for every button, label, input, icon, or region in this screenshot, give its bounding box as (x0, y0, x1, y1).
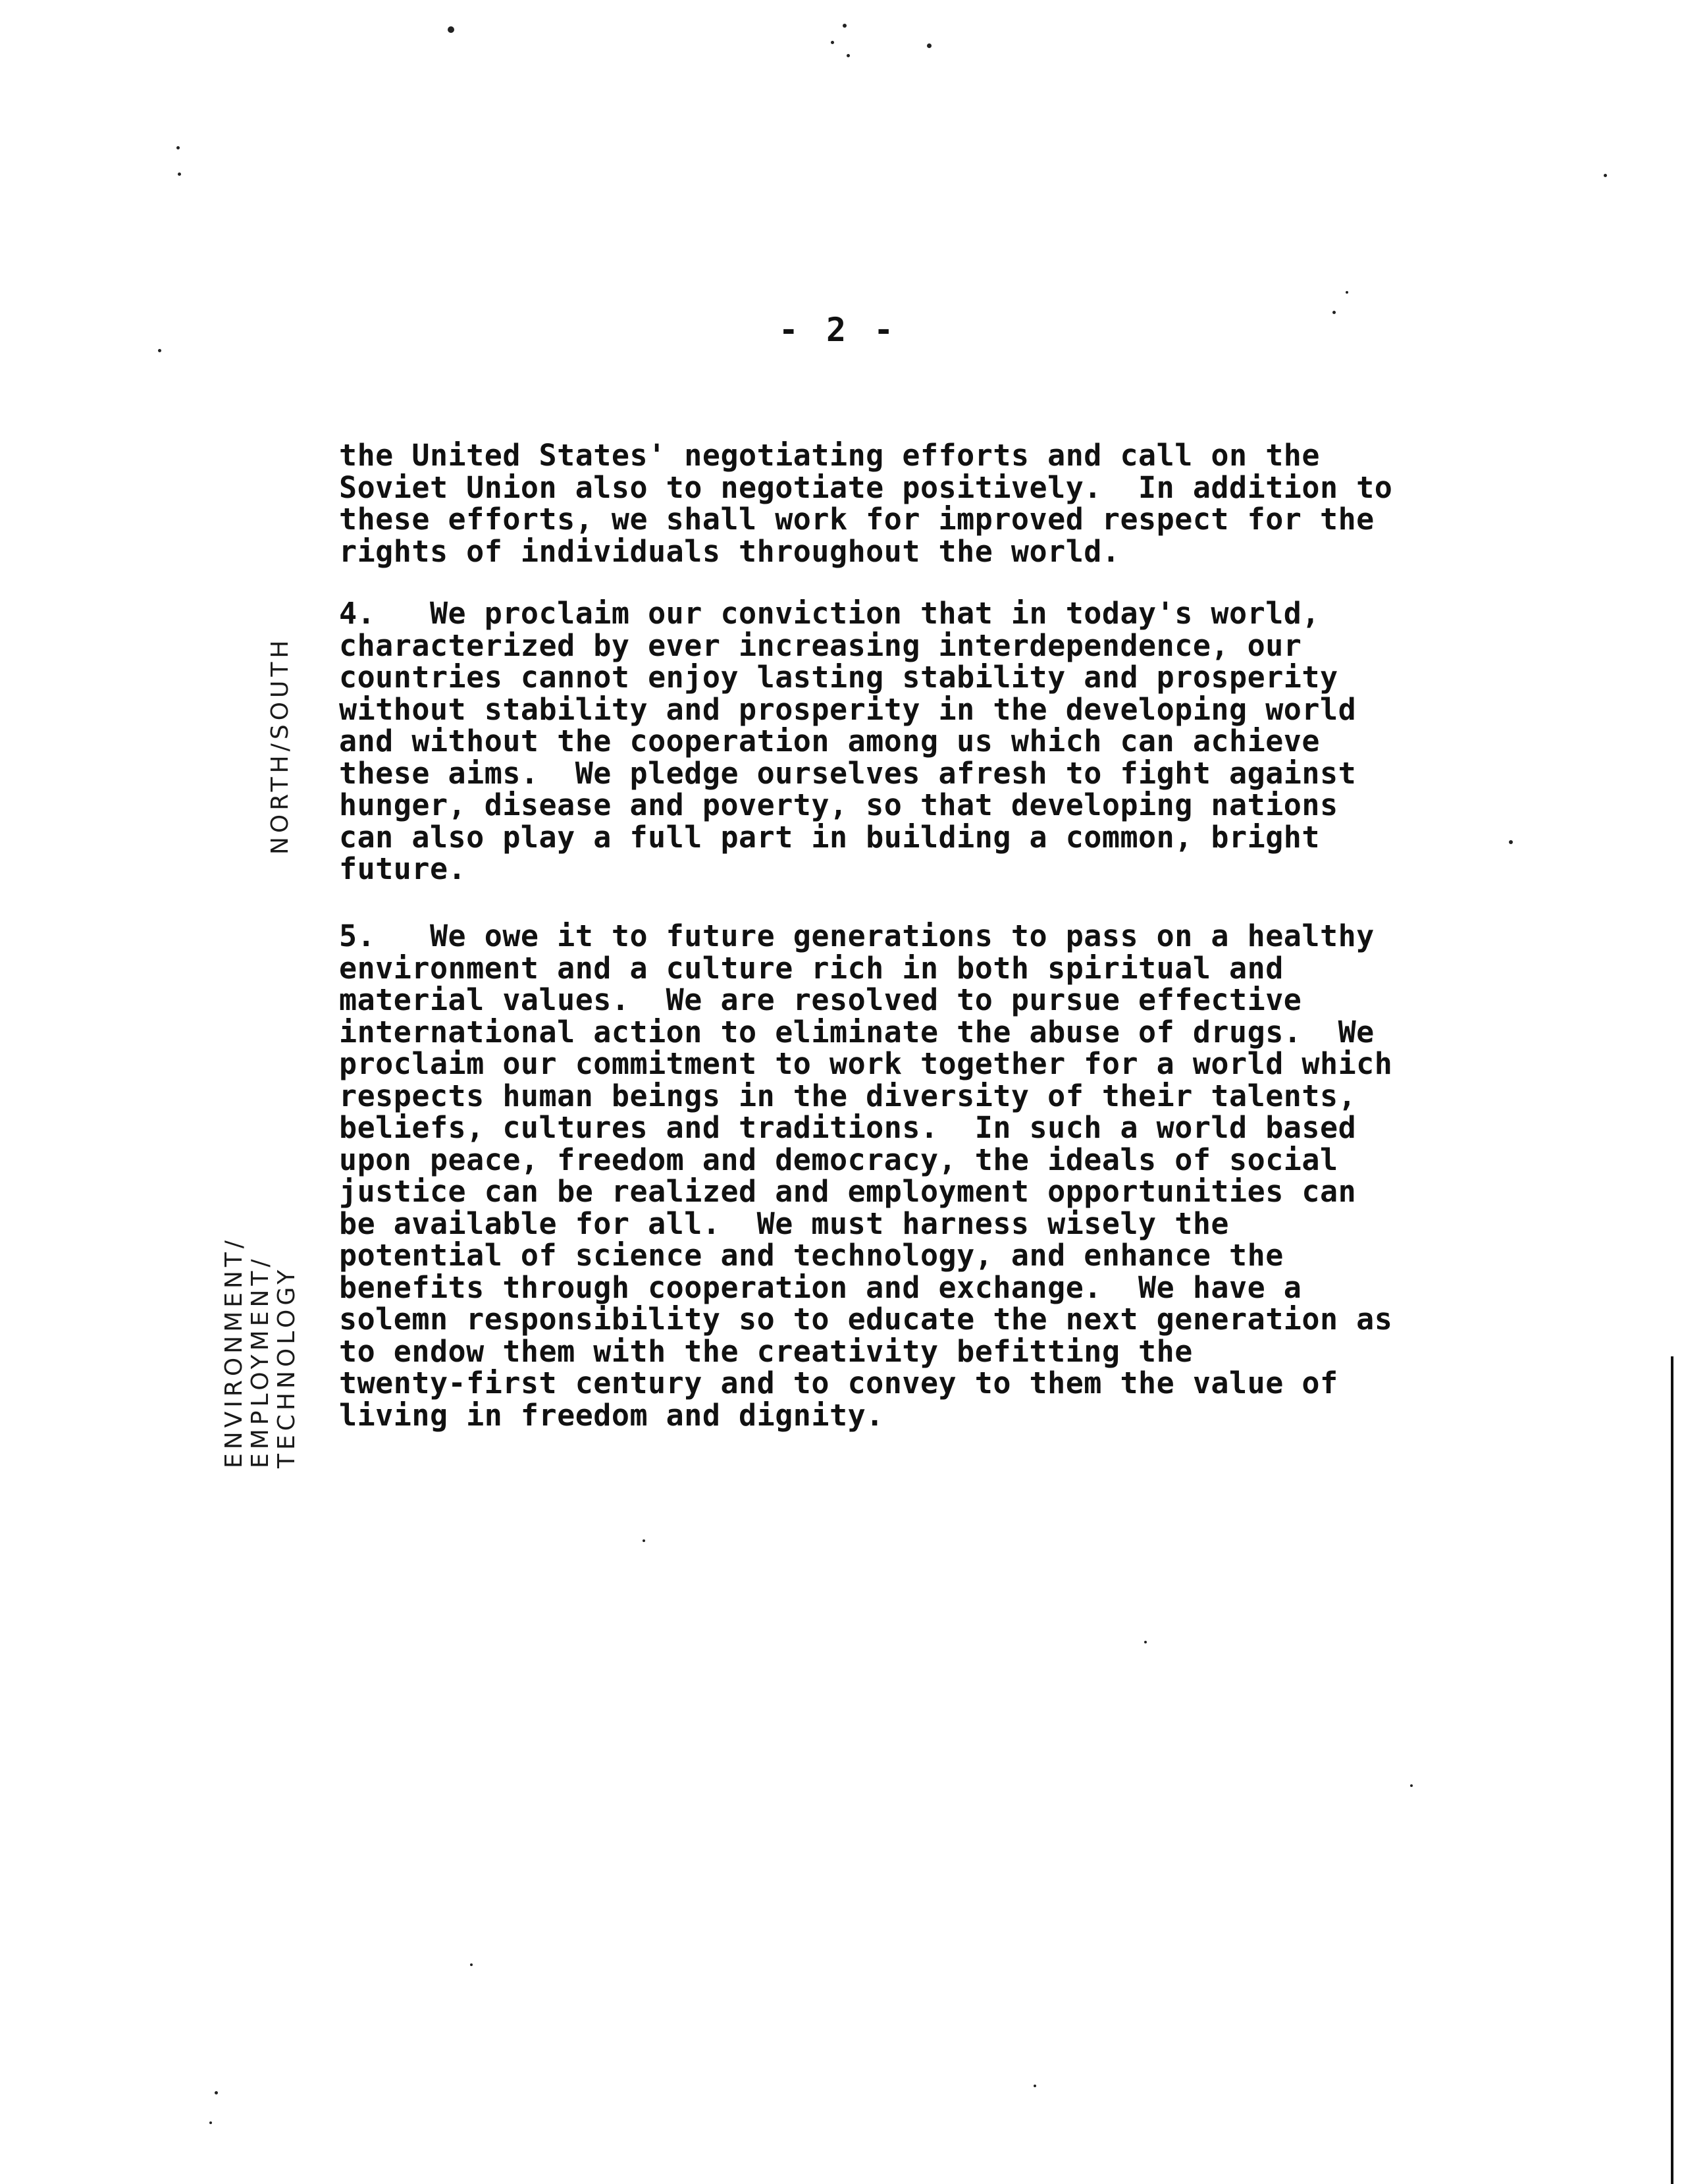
scan-speck (176, 146, 180, 149)
scan-speck (831, 41, 834, 44)
page-number: - 2 - (778, 311, 898, 349)
paragraph-item-4: 4. We proclaim our conviction that in today's world, characterized by ever increasing interdependence, our countries cannot enjoy lasting stability and prosperity without stability and prosperity in the developing world and without the cooperation among us which can achieve these aims. We pledge ourselves afresh to fight against hunger, disease and poverty, so that developing nations can also play a full part in building a common, bright future. (339, 596, 1357, 886)
scan-speck (215, 2091, 218, 2094)
scan-speck (1410, 1784, 1413, 1787)
scan-edge-line (1671, 1356, 1673, 2184)
scan-speck (1346, 291, 1348, 294)
scan-speck (158, 349, 161, 352)
scan-speck (1604, 174, 1607, 177)
margin-label-north-south: NORTH/SOUTH (267, 636, 294, 855)
scan-speck (470, 1963, 473, 1966)
scan-speck (927, 43, 932, 48)
scan-speck (209, 2121, 212, 2124)
scan-speck (1034, 2085, 1036, 2087)
scan-speck (847, 54, 850, 57)
margin-label-technology: TECHNOLOGY (273, 1265, 300, 1468)
paragraph-continuation: the United States' negotiating efforts and call on the Soviet Union also to negotiate positively. In addition to these efforts, we shall work for improved respect for the rights of individuals throughout the world. (339, 438, 1393, 569)
margin-label-environment: ENVIRONMENT/ (221, 1236, 248, 1468)
paragraph-item-5: 5. We owe it to future generations to pass on a healthy environment and a culture rich in both spiritual and material values. We are resolved to pursue effective international action to eliminate the abuse of drugs. We proclaim our commitment to work together for a world which respects human beings in the diversity of their talents, beliefs, cultures and traditions. In such a world based upon peace, freedom and democracy, the ideals of social justice can be realized and employment opportunities can be available for all. We must harness wisely the potential of science and technology, and enhance the benefits through cooperation and exchange. We have a solemn responsibility so to educate the next generation as to endow them with the creativity befitting the twenty-first century and to convey to them the value of living in freedom and dignity. (339, 919, 1393, 1433)
scan-speck (1509, 840, 1513, 844)
scan-speck (1332, 311, 1336, 314)
margin-label-employment: EMPLOYMENT/ (247, 1255, 274, 1468)
scan-speck (178, 173, 181, 176)
scan-speck (843, 24, 847, 28)
scan-speck (448, 26, 454, 33)
scan-speck (643, 1539, 645, 1542)
scan-speck (1144, 1641, 1147, 1643)
